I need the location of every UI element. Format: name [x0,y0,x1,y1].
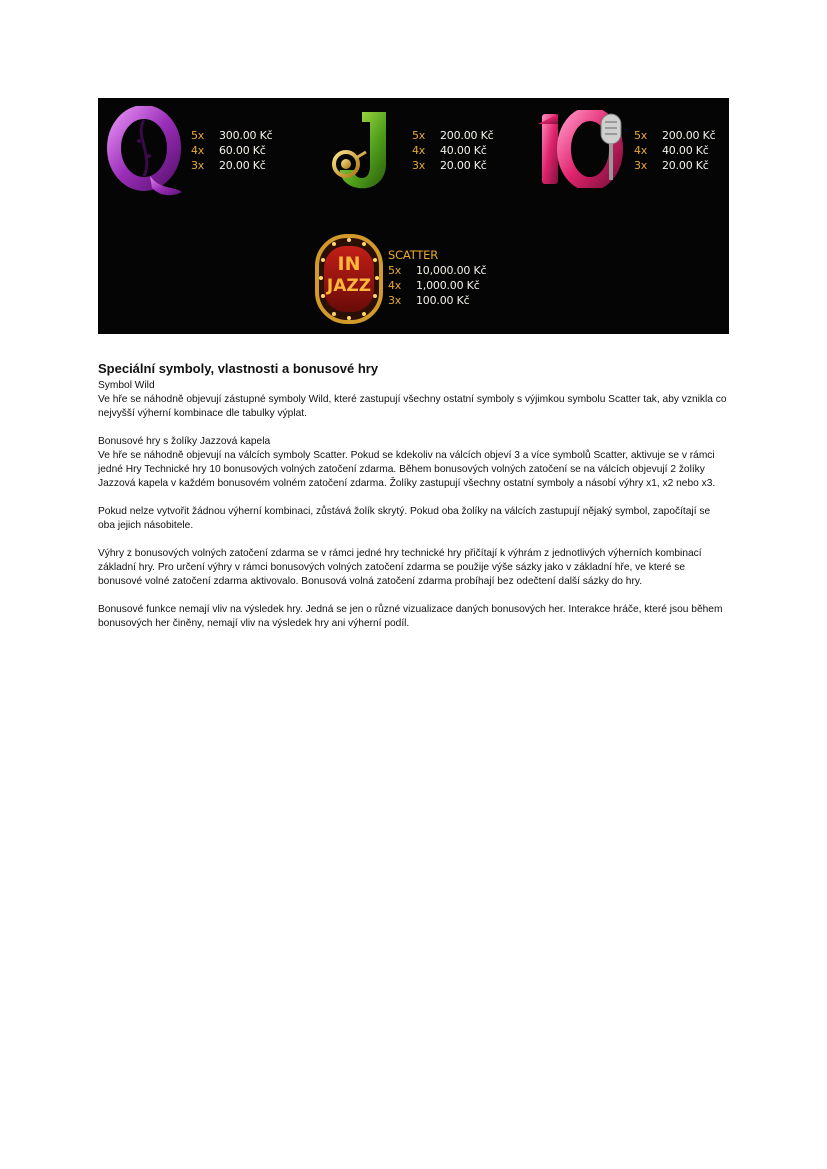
jack-paytable: 5x 200.00 Kč 4x 40.00 Kč 3x 20.00 Kč [412,129,494,172]
page-title: Speciální symboly, vlastnosti a bonusové hry [98,361,379,376]
scatter-logo-jazz: JAZZ [326,276,372,296]
paytable-banner [98,98,729,334]
paragraph-wild: Ve hře se náhodně objevují zástupné symboly Wild, které zastupují všechny ostatní symboly s výjimkou symbolu Scatter tak, aby vznikla co nejvyšší výherní kombinace dle tabulky výplat. [98,394,727,419]
scatter-logo-in: IN [337,253,361,275]
section-heading-wild: Symbol Wild [98,380,155,391]
queen-symbol-icon [104,106,188,198]
document-content [98,360,728,631]
jack-symbol-icon [326,108,400,192]
paragraph-bonus-2: Pokud nelze vytvořit žádnou výherní kombinaci, zůstává žolík skrytý. Pokud oba žolíky na válcích zastupují nějaký symbol, započítají se oba jejich násobitele. [98,506,711,531]
paragraph-bonus-3: Výhry z bonusových volných zatočení zdarma se v rámci jedné hry technické hry přičítají k výhrám z jednotlivých výherních kombinací základní hry. Pro určení výhry v rámci bonusových volných zatočení zdarma se použije výše sázky jako v základní hře, ve které se bonusové volné zatočení zdarma aktivovalo. Bonusová volná zatočení zdarma probíhají bez odečtení další sázky do hry. [98,548,702,587]
scatter-label: SCATTER [388,248,439,262]
queen-paytable: 5x 300.00 Kč 4x 60.00 Kč 3x 20.00 Kč [191,129,273,172]
paragraph-bonus-4: Bonusové funkce nemají vliv na výsledek hry. Jedná se jen o různé vizualizace daných bonusových her. Interakce hráče, které jsou během bonusových her činěny, nemají vliv na výsledek hry ani výherní podíl. [98,604,723,629]
ten-paytable: 5x 200.00 Kč 4x 40.00 Kč 3x 20.00 Kč [634,129,716,172]
ten-symbol-icon [538,110,626,188]
scatter-symbol-icon [314,230,384,326]
scatter-paytable: SCATTER 5x 10,000.00 Kč 4x 1,000.00 Kč 3x 100.00 Kč [388,248,487,307]
section-heading-bonus: Bonusové hry s žolíky Jazzová kapela [98,436,271,447]
paragraph-bonus-1: Ve hře se náhodně objevují na válcích symboly Scatter. Pokud se kdekoliv na válcích objeví 3 a více symbolů Scatter, aktivuje se v rámci jedné Hry Technické hry 10 bonusových volných zatočení zdarma. Během bonusových volných zatočení se na válcích objevují 2 žolíky Jazzová kapela v každém bonusovém volném zatočení zdarma. Žolíky zastupují všechny ostatní symboly a násobí výhry x1, x2 nebo x3. [98,450,716,489]
